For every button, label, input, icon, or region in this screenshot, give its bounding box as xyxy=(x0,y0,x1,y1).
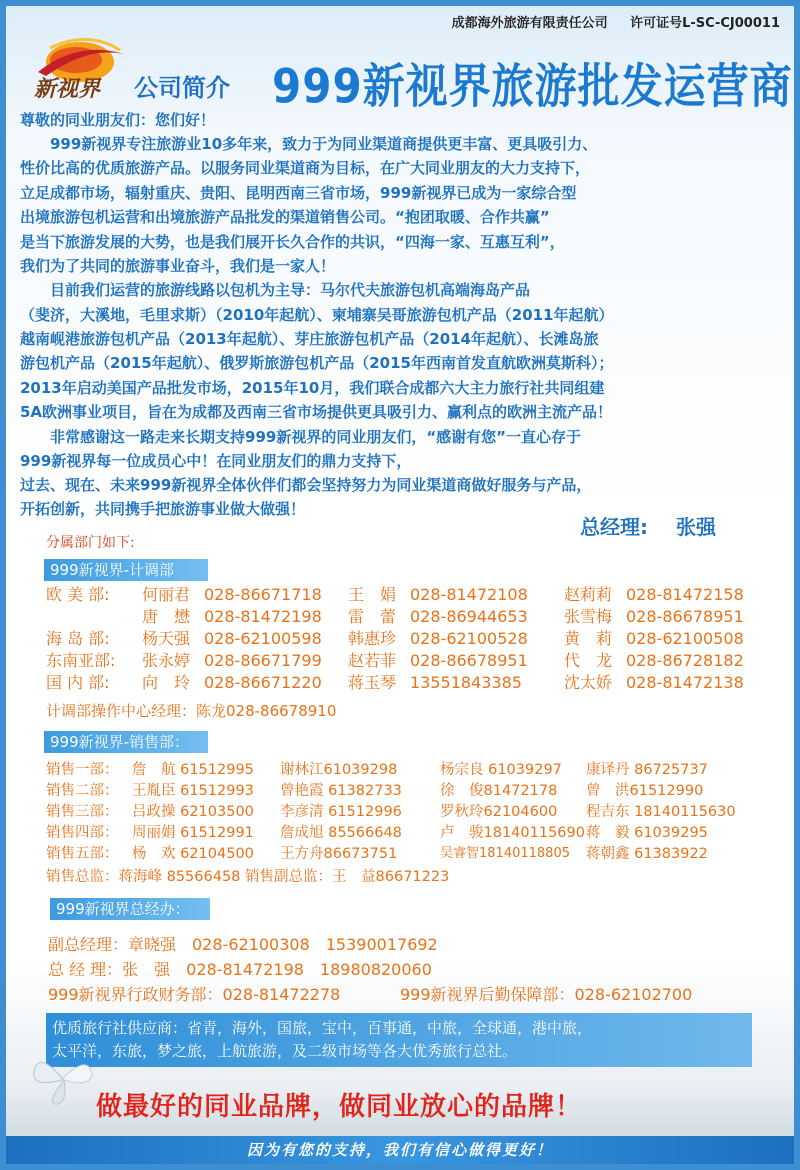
staff-name: 代 龙 xyxy=(564,651,613,670)
staff-name: 张永婷 xyxy=(142,651,191,670)
staff-name: 黄 莉 xyxy=(564,629,613,648)
intro-label: 公司简介 xyxy=(134,74,230,102)
table-row xyxy=(46,672,766,694)
dept-label: 销售五部： xyxy=(46,846,119,862)
staff-entry: 谢林江61039298 xyxy=(280,762,398,778)
staff-phone: 028-81472158 xyxy=(626,585,744,604)
staff-name: 韩惠珍 xyxy=(348,629,397,648)
sales-directors: 销售总监：蒋海峰 85566458 销售副总监：王 益86671223 xyxy=(46,869,450,885)
intro-line: 999新视界专注旅游业10多年来，致力于为同业渠道商提供更丰富、更具吸引力、 xyxy=(20,135,598,153)
staff-entry: 吴睿智18140118805 xyxy=(440,846,570,861)
slogan: 做最好的同业品牌，做同业放心的品牌！ xyxy=(96,1092,583,1122)
dept-label: 欧 美 部: xyxy=(46,585,110,604)
general-manager-label: 总经理: xyxy=(580,515,648,539)
staff-entry: 杨宗良 61039297 xyxy=(440,762,562,778)
staff-name: 杨天强 xyxy=(142,629,191,648)
intro-line: 立足成都市场，辐射重庆、贵阳、昆明西南三省市场，999新视界已成为一家综合型 xyxy=(20,184,577,202)
staff-phone: 028-86944653 xyxy=(410,607,528,626)
dept-label: 海 岛 部: xyxy=(46,629,110,648)
sales-dept-title: 999新视界-销售部： xyxy=(44,731,208,753)
planning-center-manager: 计调部操作中心经理：陈龙028-86678910 xyxy=(46,702,337,720)
dept-label: 销售四部： xyxy=(46,825,119,841)
staff-entry: 王胤臣 61512993 xyxy=(132,783,254,799)
staff-entry: 詹成旭 85566648 xyxy=(280,825,402,841)
table-row xyxy=(46,650,766,672)
staff-entry: 曾 洪61512990 xyxy=(586,783,704,799)
suppliers-line: 太平洋，东旅，梦之旅，上航旅游，及二级市场等各大优秀旅行总社。 xyxy=(52,1042,518,1060)
intro-line: （斐济，大溪地，毛里求斯）（2010年起航）、柬埔寨吴哥旅游包机产品（2011年起航） xyxy=(20,306,614,324)
table-row xyxy=(46,822,766,844)
table-row xyxy=(46,584,766,606)
suppliers-line: 优质旅行社供应商：省青，海外，国旅，宝中，百事通，中旅，全球通，港中旅， xyxy=(52,1019,593,1037)
intro-line: 游包机产品（2015年起航）、俄罗斯旅游包机产品（2015年西南首发直航欧洲莫斯科）； xyxy=(20,354,614,372)
staff-phone: 028-86671799 xyxy=(204,651,322,670)
staff-entry: 程吉东 18140115630 xyxy=(586,804,736,820)
departments-heading: 分属部门如下: xyxy=(46,535,135,551)
staff-phone: 028-86678951 xyxy=(626,607,744,626)
intro-line: 尊敬的同业朋友们：您们好！ xyxy=(20,111,216,129)
dept-label: 销售三部： xyxy=(46,804,119,820)
planning-dept-title: 999新视界-计调部 xyxy=(44,559,208,581)
intro-line: 999新视界每一位成员心中！在同业朋友们的鼎力支持下， xyxy=(20,452,412,470)
staff-phone: 028-81472198 xyxy=(204,607,322,626)
dept-label: 销售一部： xyxy=(46,762,119,778)
staff-phone: 13551843385 xyxy=(410,673,522,692)
staff-name: 何丽君 xyxy=(142,585,191,604)
license-number: 许可证号L-SC-CJ00011 xyxy=(630,16,780,31)
staff-entry: 詹 航 61512995 xyxy=(132,762,254,778)
staff-phone: 028-81472138 xyxy=(626,673,744,692)
management-title: 999新视界总经办： xyxy=(50,898,210,920)
staff-phone: 028-62100598 xyxy=(204,629,322,648)
staff-name: 赵若菲 xyxy=(348,651,397,670)
logistics-contact: 999新视界后勤保障部：028-62102700 xyxy=(400,985,693,1004)
dept-label: 东南亚部: xyxy=(46,651,116,670)
intro-line: 出境旅游包机运营和出境旅游产品批发的渠道销售公司。“抱团取暖、合作共赢” xyxy=(20,208,550,226)
staff-entry: 吕政操 62103500 xyxy=(132,804,254,820)
intro-line: 是当下旅游发展的大势，也是我们展开长久合作的共识，“四海一家、互惠互利”， xyxy=(20,233,565,251)
staff-name: 张雪梅 xyxy=(564,607,613,626)
staff-entry: 蒋 毅 61039295 xyxy=(586,825,708,841)
company-name: 成都海外旅游有限责任公司 xyxy=(451,16,608,31)
vice-gm-contact: 副总经理：章晓强 028-62100308 15390017692 xyxy=(48,935,438,954)
staff-entry: 曾艳霞 61382733 xyxy=(280,783,402,799)
intro-line: 我们为了共同的旅游事业奋斗，我们是一家人！ xyxy=(20,257,336,275)
dept-label: 国 内 部: xyxy=(46,673,110,692)
gm-contact: 总 经 理：张 强 028-81472198 18980820060 xyxy=(48,960,432,979)
staff-entry: 罗秋玲62104600 xyxy=(440,804,558,820)
main-title: 999新视界旅游批发运营商 xyxy=(272,58,793,114)
staff-entry: 卢 骏18140115690 xyxy=(440,825,585,841)
staff-name: 王 娟 xyxy=(348,585,397,604)
staff-phone: 028-86671220 xyxy=(204,673,322,692)
admin-finance-contact: 999新视界行政财务部：028-81472278 xyxy=(48,985,341,1004)
staff-phone: 028-86671718 xyxy=(204,585,322,604)
table-row xyxy=(46,801,766,823)
staff-phone: 028-62100508 xyxy=(626,629,744,648)
logo-text: 新视界 xyxy=(34,76,101,102)
staff-name: 雷 蕾 xyxy=(348,607,397,626)
intro-line: 非常感谢这一路走来长期支持999新视界的同业朋友们，“感谢有您”一直心存于 xyxy=(20,428,582,446)
staff-entry: 徐 俊81472178 xyxy=(440,783,558,799)
general-manager xyxy=(580,511,716,540)
table-row xyxy=(46,606,766,628)
footer-banner: 因为有您的支持，我们有信心做得更好！ xyxy=(6,1136,794,1164)
intro-line: 性价比高的优质旅游产品。以服务同业渠道商为目标，在广大同业朋友的大力支持下， xyxy=(20,159,591,177)
intro-line: 开拓创新，共同携手把旅游事业做大做强！ xyxy=(20,500,306,518)
staff-name: 唐 懋 xyxy=(142,607,191,626)
staff-name: 向 玲 xyxy=(142,673,191,692)
company-header xyxy=(360,12,780,31)
table-row xyxy=(46,780,766,802)
staff-entry: 王方舟86673751 xyxy=(280,846,398,862)
staff-entry: 康译丹 86725737 xyxy=(586,762,708,778)
dept-label: 销售二部： xyxy=(46,783,119,799)
butterfly-icon xyxy=(28,1048,98,1108)
staff-phone: 028-86678951 xyxy=(410,651,528,670)
staff-name: 沈太娇 xyxy=(564,673,613,692)
intro-line: 过去、现在、未来999新视界全体伙伴们都会坚持努力为同业渠道商做好服务与产品， xyxy=(20,476,592,494)
intro-line: 越南岘港旅游包机产品（2013年起航）、芽庄旅游包机产品（2014年起航）、长滩岛旅 xyxy=(20,330,599,348)
staff-phone: 028-81472108 xyxy=(410,585,528,604)
staff-phone: 028-62100528 xyxy=(410,629,528,648)
staff-name: 赵莉莉 xyxy=(564,585,613,604)
intro-line: 5A欧洲事业项目，旨在为成都及西南三省市场提供更具吸引力、赢利点的欧洲主流产品！ xyxy=(20,403,613,421)
staff-entry: 杨 欢 62104500 xyxy=(132,846,254,862)
staff-phone: 028-86728182 xyxy=(626,651,744,670)
intro-line: 2013年启动美国产品批发市场，2015年10月，我们联合成都六大主力旅行社共同组建 xyxy=(20,379,605,397)
table-row xyxy=(46,759,766,781)
table-row xyxy=(46,843,766,865)
staff-name: 蒋玉琴 xyxy=(348,673,397,692)
general-manager-name: 张强 xyxy=(676,515,716,539)
suppliers-box xyxy=(46,1013,752,1067)
staff-entry: 李彦清 61512996 xyxy=(280,804,402,820)
staff-entry: 蒋朝鑫 61383922 xyxy=(586,846,708,862)
intro-line: 目前我们运营的旅游线路以包机为主导：马尔代夫旅游包机高端海岛产品 xyxy=(20,281,531,299)
staff-entry: 周丽娟 61512991 xyxy=(132,825,254,841)
table-row xyxy=(46,628,766,650)
